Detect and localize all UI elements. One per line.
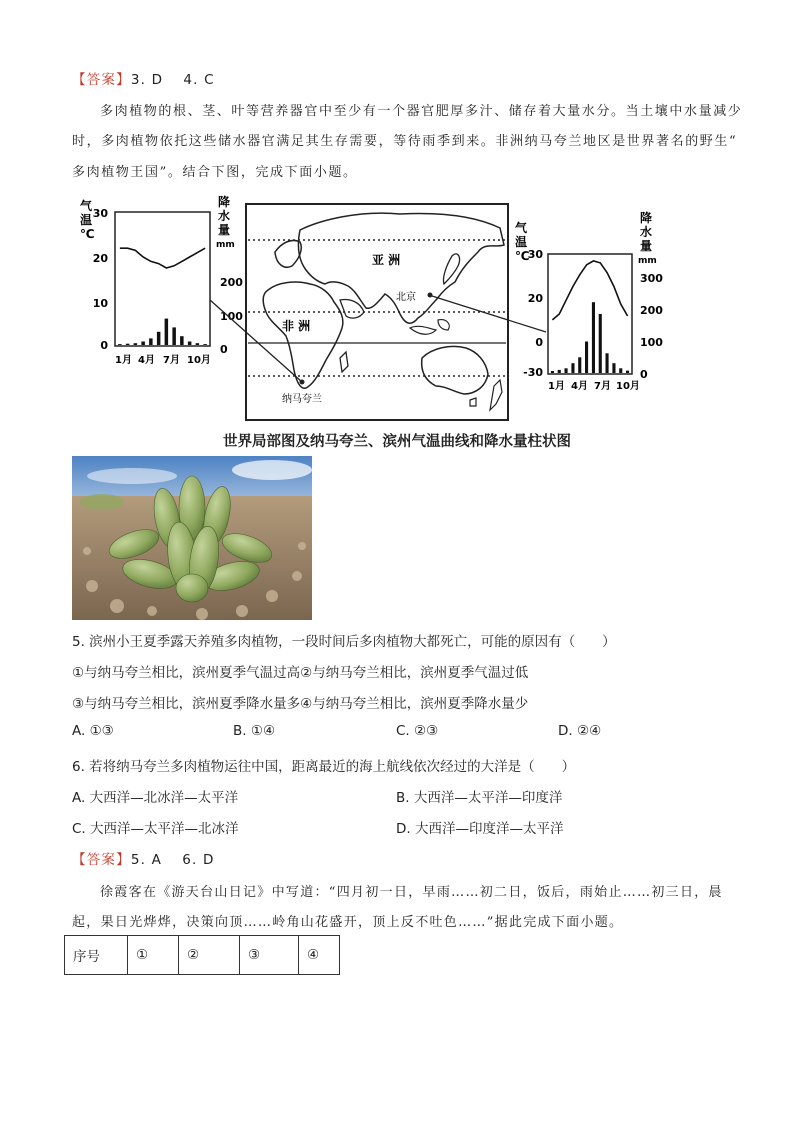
- q5-stem: 5. 滨州小王夏季露天养殖多肉植物，一段时间后多肉植物大都死亡，可能的原因有（ ）: [72, 634, 616, 650]
- sequence-table: [64, 935, 340, 975]
- table-row: [65, 936, 340, 975]
- right-precip-label-4: mm: [638, 256, 657, 266]
- intro-line-3: 多肉植物王国”。结合下图，完成下面小题。: [72, 165, 358, 180]
- right-month-ticks: [548, 379, 640, 392]
- left-precip-tick: 0: [220, 343, 228, 356]
- q5-option-b: B. ①④: [233, 723, 276, 739]
- precip-bar: [134, 343, 138, 345]
- precip-bar: [571, 363, 574, 373]
- precip-bar: [599, 314, 602, 373]
- left-temp-ticks: [93, 207, 109, 352]
- q5-statements-1-2: ①与纳马夸兰相比，滨州夏季气温过高②与纳马夸兰相比，滨州夏季气温过低: [72, 665, 529, 681]
- q5-option-d: D. ②④: [558, 723, 602, 739]
- right-temp-tick: 20: [527, 292, 543, 305]
- q6-option-c: C. 大西洋—太平洋—北冰洋: [72, 821, 239, 837]
- precip-bar: [157, 332, 161, 345]
- precip-bar: [141, 342, 145, 346]
- right-precip-tick: 200: [640, 304, 663, 317]
- left-precip-tick: 100: [220, 310, 243, 323]
- q6-option-a: A. 大西洋—北冰洋—太平洋: [72, 790, 239, 806]
- figure-caption: 世界局部图及纳马夸兰、滨州气温曲线和降水量柱状图: [223, 434, 571, 450]
- precip-bar: [165, 319, 169, 345]
- table-cell: ③: [240, 936, 299, 975]
- left-temp-tick: 30: [92, 207, 108, 220]
- precip-bar: [172, 327, 176, 345]
- precip-bar: [180, 336, 184, 345]
- right-precip-tick: 300: [640, 272, 663, 285]
- left-precip-label-2: 水: [218, 209, 231, 223]
- left-month-ticks: [115, 353, 211, 366]
- precip-bar: [118, 344, 122, 345]
- precip-bar: [578, 357, 581, 373]
- answer-line-2: [72, 848, 215, 868]
- table-cell: ④: [299, 936, 340, 975]
- left-temp-tick: 0: [100, 339, 108, 352]
- right-month-tick: 7月: [594, 381, 611, 392]
- right-precip-tick: 100: [640, 336, 663, 349]
- succulent-photo: [72, 456, 312, 620]
- map-label-asia: 亚 洲: [372, 253, 401, 267]
- right-temp-tick: -30: [523, 366, 543, 379]
- answer-tag: 【答案】: [72, 72, 131, 88]
- answer-tag: 【答案】: [72, 852, 131, 868]
- precip-bar: [626, 371, 629, 373]
- climate-figure: [0, 190, 794, 425]
- precip-bar: [203, 344, 207, 345]
- left-temp-label-3: ℃: [80, 227, 95, 241]
- table-cell: ②: [179, 936, 240, 975]
- intro-line-2: 时，多肉植物依托这些储水器官满足其生存需要，等待雨季到来。非洲纳马夸兰地区是世界著名的野生“: [72, 134, 738, 149]
- world-map: [246, 204, 508, 420]
- right-precip-tick: 0: [640, 368, 648, 381]
- left-precip-label-4: mm: [216, 240, 235, 250]
- left-temp-label-2: 温: [80, 213, 93, 227]
- intro-line-1: 多肉植物的根、茎、叶等营养器官中至少有一个器官肥厚多汁、储存着大量水分。当土壤中水量减少: [100, 104, 743, 119]
- right-precip-label-2: 水: [640, 225, 653, 239]
- precip-bar: [551, 371, 554, 373]
- left-month-tick: 7月: [163, 355, 180, 366]
- precip-bar: [612, 363, 615, 373]
- precip-bar: [126, 344, 129, 345]
- left-precip-tick: 200: [220, 276, 243, 289]
- right-precip-label-1: 降: [640, 211, 653, 225]
- precip-bar: [585, 342, 588, 374]
- answer-text: 3. D 4. C: [130, 72, 215, 88]
- right-temp-label-2: 温: [515, 235, 528, 249]
- right-month-tick: 4月: [571, 381, 588, 392]
- map-beijing-dot: [428, 293, 433, 298]
- precip-bar: [619, 368, 622, 373]
- left-month-tick: 10月: [187, 355, 211, 366]
- left-month-tick: 1月: [115, 355, 132, 366]
- q5-statements-3-4: ③与纳马夸兰相比，滨州夏季降水量多④与纳马夸兰相比，滨州夏季降水量少: [72, 696, 529, 712]
- map-label-africa: 非 洲: [282, 319, 311, 333]
- right-temp-tick: 30: [527, 248, 543, 261]
- xu-line-1: 徐霞客在《游天台山日记》中写道：“四月初一日，早雨……初二日，饭后，雨始止……初三日，晨: [100, 885, 723, 900]
- right-temp-label-1: 气: [515, 221, 528, 235]
- left-precip-label-1: 降: [218, 195, 231, 209]
- precip-bar: [188, 342, 192, 346]
- precip-bar: [558, 370, 561, 373]
- right-precip-label-3: 量: [640, 239, 653, 253]
- left-month-tick: 4月: [138, 355, 155, 366]
- left-chart-frame: [115, 212, 210, 346]
- right-precip-axis-label: [638, 210, 657, 266]
- table-cell: ①: [128, 936, 179, 975]
- map-label-namaqua: 纳马夸兰: [282, 394, 322, 405]
- temperature-line: [552, 261, 627, 320]
- right-temp-ticks: [523, 248, 543, 379]
- precip-bar: [592, 302, 595, 373]
- right-temp-label-3: ℃: [515, 249, 530, 263]
- table-header-cell: 序号: [65, 936, 128, 975]
- map-label-beijing: 北京: [396, 292, 416, 303]
- left-precip-axis-label: [216, 194, 235, 250]
- answer-line-1: [72, 68, 215, 88]
- right-chart-plot: [551, 261, 629, 373]
- precip-bar: [149, 338, 153, 345]
- q6-option-b: B. 大西洋—太平洋—印度洋: [396, 790, 563, 806]
- precip-bar: [606, 353, 609, 373]
- right-temp-tick: 0: [535, 336, 543, 349]
- left-temp-tick: 20: [92, 252, 108, 265]
- temperature-line: [120, 248, 205, 268]
- left-precip-ticks: [220, 276, 243, 356]
- right-month-tick: 1月: [548, 381, 565, 392]
- precip-bar: [196, 343, 200, 345]
- q5-option-c: C. ②③: [396, 723, 439, 739]
- q5-option-a: A. ①③: [72, 723, 114, 739]
- left-temp-label-1: 气: [80, 199, 93, 213]
- answer-text: 5. A 6. D: [130, 852, 215, 868]
- q6-option-d: D. 大西洋—印度洋—太平洋: [396, 821, 564, 837]
- left-temp-tick: 10: [92, 297, 108, 310]
- right-month-tick: 10月: [616, 381, 640, 392]
- left-chart-plot: [118, 248, 207, 345]
- right-chart-frame: [548, 254, 632, 374]
- left-precip-label-3: 量: [218, 223, 231, 237]
- xu-line-2: 起，果日光烨烨，决策向顶……岭角山花盛开，顶上反不吐色……”据此完成下面小题。: [72, 915, 624, 930]
- right-precip-ticks: [640, 272, 663, 381]
- q6-stem: 6. 若将纳马夸兰多肉植物运往中国，距离最近的海上航线依次经过的大洋是（ ）: [72, 759, 576, 775]
- precip-bar: [565, 368, 568, 373]
